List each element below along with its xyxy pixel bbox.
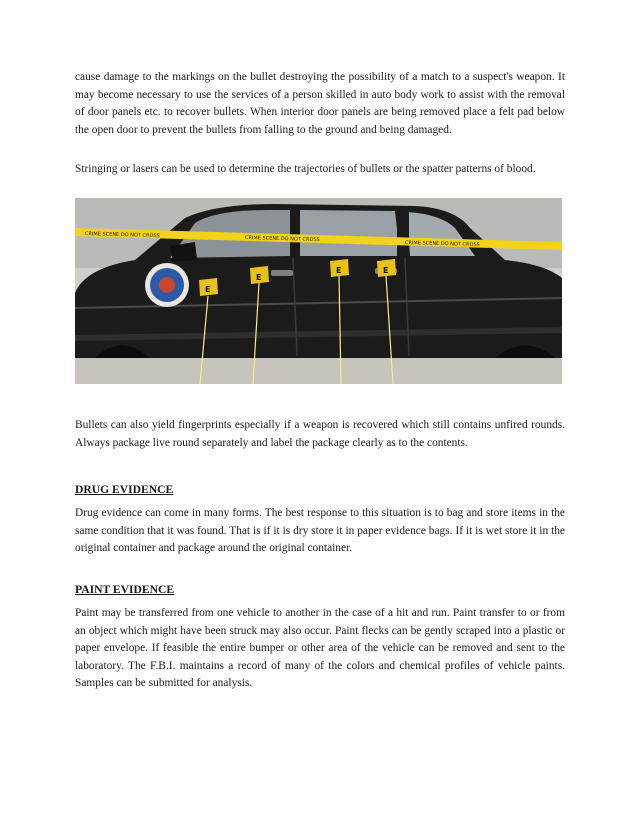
tape-text: CRIME SCENE DO NOT CROSS — [84, 231, 160, 240]
evidence-marker — [330, 259, 349, 277]
paragraph-paint-evidence: Paint may be transferred from one vehicle to another in the case of a hit and run. Paint transfer to or from an object which might have been struck may also occur. Paint flecks can be gently scraped into a plastic or paper envelope. If feasible the entire bumper or other area of the vehicle can be removed and sent to the laboratory. The F.B.I. maintains a record of many of the colors and chemical profiles of vehicle paints. Samples can be submitted for analysis. — [75, 607, 565, 690]
evidence-marker — [250, 266, 269, 284]
tape-text: CRIME SCENE DO NOT CROSS — [404, 240, 480, 249]
paragraph-drug-evidence: Drug evidence can come in many forms. The best response to this situation is to bag and store items in the same condition that it was found. That is if it is dry store it in paper evidence bags. If it is wet store it in the original container and package around the original container. — [75, 507, 565, 555]
marker-label: E — [336, 266, 342, 275]
evidence-marker — [377, 259, 396, 277]
car-evidence-photo — [75, 198, 562, 384]
marker-label: E — [383, 266, 389, 275]
paragraph-bullet-fingerprints: Bullets can also yield fingerprints especially if a weapon is recovered which still contains unfired rounds. Always package live round separately and label the package clearly as to the contents. — [75, 419, 565, 449]
paragraph-bullet-damage: cause damage to the markings on the bullet destroying the possibility of a match to a suspect's weapon. It may become necessary to use the services of a person skilled in auto body work to assist with the removal of door panels etc. to recover bullets. When interior door panels are being removed place a felt pad below the open door to prevent the bullets from falling to the ground and being damaged. — [75, 71, 565, 136]
marker-label: E — [256, 273, 262, 282]
tape-text: CRIME SCENE DO NOT CROSS — [244, 235, 320, 244]
marker-label: E — [205, 285, 211, 294]
evidence-marker — [199, 278, 218, 296]
car-illustration — [75, 198, 562, 384]
heading-paint-evidence: PAINT EVIDENCE — [75, 583, 175, 596]
heading-drug-evidence: DRUG EVIDENCE — [75, 483, 174, 496]
paragraph-stringing-lasers: Stringing or lasers can be used to determine the trajectories of bullets or the spatter patterns of blood. — [75, 163, 536, 175]
